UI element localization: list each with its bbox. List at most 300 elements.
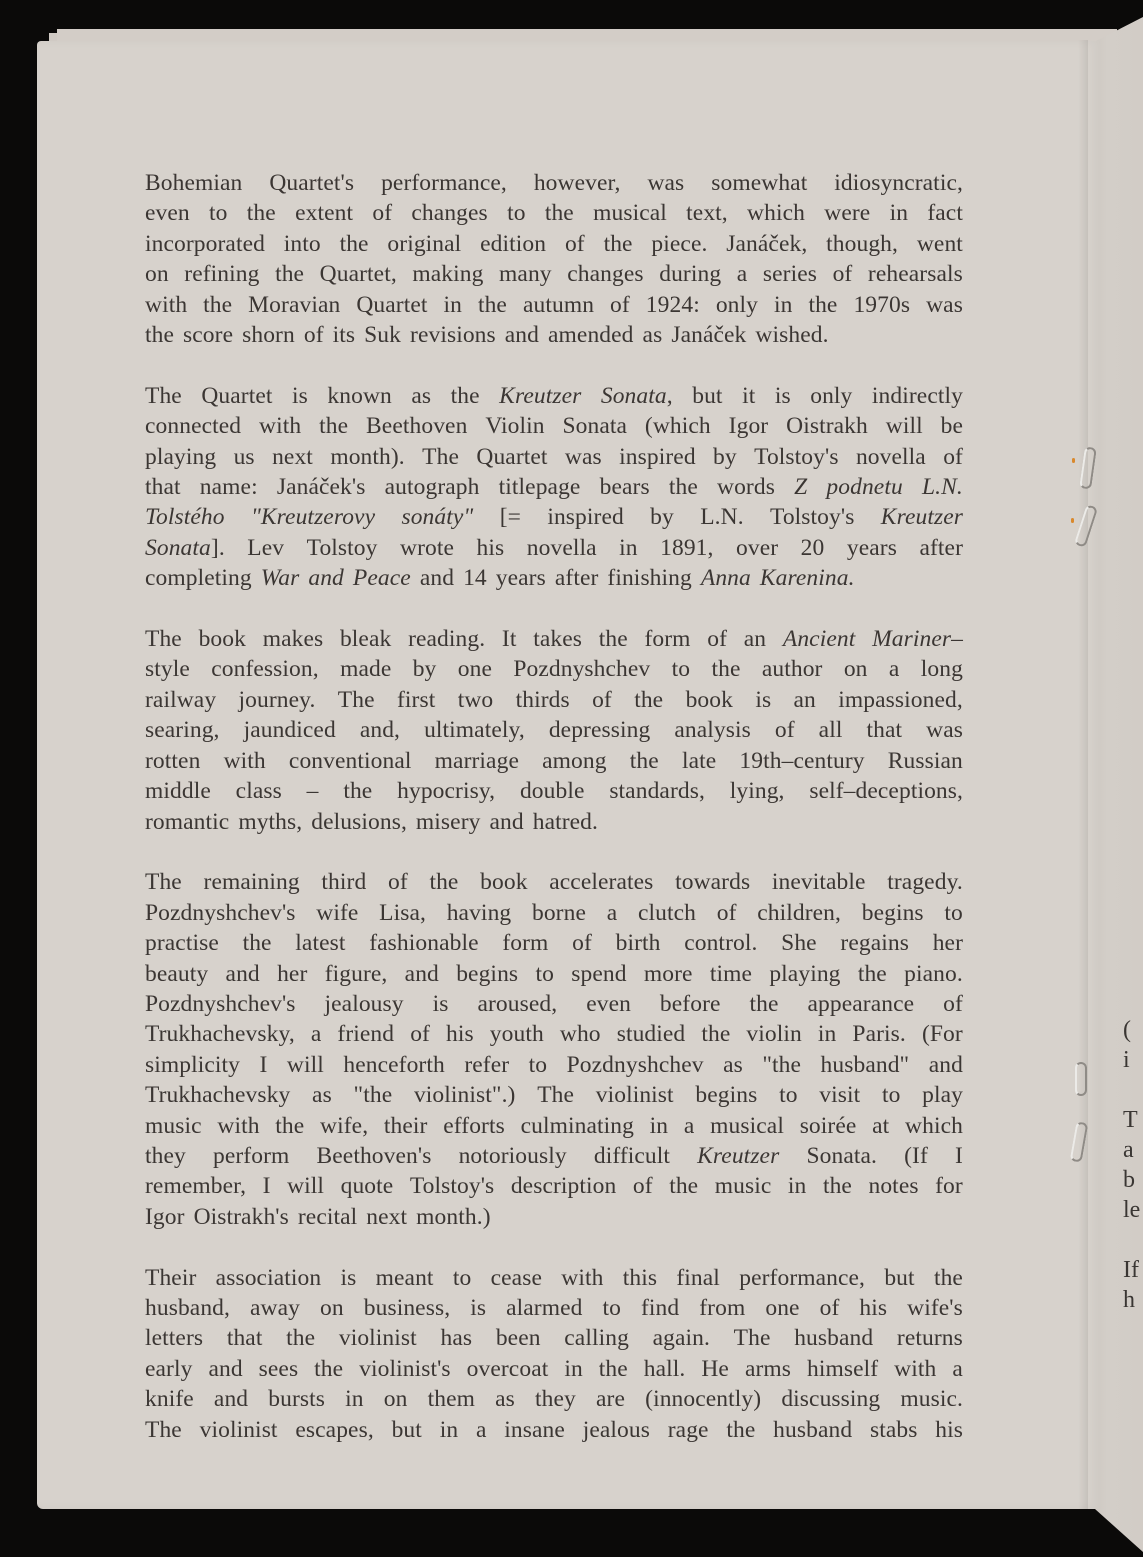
word-group [542,746,606,776]
word: hall. [643,1355,686,1382]
word: Tolstoy [306,534,378,561]
word: visit [819,1082,861,1109]
word-group [506,1293,582,1323]
word-group [259,411,301,441]
word-group [532,898,586,928]
word-group [545,198,574,228]
text-line [145,1171,963,1201]
word: The [337,686,375,713]
word: autumn [522,291,595,318]
word: the [808,291,838,318]
word: Igor [145,1203,185,1230]
word-group [866,715,902,745]
word: on [383,1386,408,1413]
word-group [244,715,336,745]
word-group [933,928,963,958]
word: autograph [384,474,480,501]
word-group [853,290,910,320]
word: novella [855,443,926,470]
word: Sonata [145,534,211,561]
word-group [737,259,748,289]
word: years [846,534,897,561]
word: idiosyncratic, [834,170,963,196]
word-group [944,898,962,928]
word-group [502,624,517,654]
word-group [826,229,898,259]
word: difficult [593,1142,671,1169]
word: with [145,291,188,318]
word: it [742,382,756,409]
word-group [292,381,308,411]
word-group [926,715,963,745]
word: of [387,869,408,896]
word-group [716,290,758,320]
word: Tolstoy's [770,504,855,531]
word: I [259,1051,268,1078]
word: and [928,1051,963,1078]
word-group [511,1171,617,1201]
word: makes [262,626,324,653]
word: finishing [607,565,692,592]
word-group [360,715,400,745]
word: is [292,382,308,409]
word-group [669,472,698,502]
word: the [603,230,633,257]
word: the [275,261,305,288]
text-line [145,989,963,1019]
word: performance, [739,1264,866,1291]
word: was [647,170,685,196]
word-group [372,198,392,228]
word: The [145,382,182,409]
word-group [941,411,963,441]
word: her [932,930,963,957]
word-group [838,685,963,715]
word-group [224,746,266,776]
text-line [145,533,963,563]
word: refer [464,1051,510,1078]
word-group [894,1354,936,1384]
word-group [411,198,487,228]
facing-page-fragment: T [1123,1107,1138,1133]
word: Beethoven [366,413,468,440]
word-group [935,1415,963,1445]
word: of [832,261,853,288]
word: having [446,899,512,926]
word: spend [571,960,627,987]
word: recital [297,1203,358,1230]
word: with [217,1112,260,1139]
word: all [818,717,843,744]
word-group [549,867,653,897]
word-group [268,1384,325,1414]
word: of [572,930,592,957]
word-group [886,411,923,441]
word-group [387,229,461,259]
word-group [676,1263,720,1293]
word: after [554,565,599,592]
word-group [534,168,621,198]
word: wife [316,899,359,926]
word-group [284,229,321,259]
word: of [564,230,585,257]
word-group [145,746,200,776]
word: beauty [145,960,209,987]
word: Karenina. [759,565,855,592]
word-group [671,320,746,350]
word: Tolstoy's [754,443,839,470]
word-group [904,959,963,989]
word-group [480,867,527,897]
word: inspired [547,504,624,531]
word: completing [145,565,252,592]
word: stabs [869,1416,918,1443]
word-group [275,1111,304,1141]
word: years [495,565,546,592]
text-line [145,928,963,958]
word: association [215,1264,322,1291]
word: is [755,686,772,713]
word: aroused, [477,990,558,1017]
word: on [145,261,169,288]
word: extent [295,200,354,227]
word: music [714,1173,772,1200]
word-group [145,168,242,198]
word-group [645,411,711,441]
word-group [248,290,340,320]
word-group [433,989,449,1019]
word-group [616,928,661,958]
word-group [366,1202,407,1232]
word-group [307,533,378,563]
word-group [204,867,300,897]
word-group [490,1019,544,1049]
word-group [882,1080,900,1110]
word: went [916,230,963,257]
text-line [145,624,963,654]
word-group [416,1202,490,1232]
word-group [320,1111,368,1141]
word: but [391,1416,422,1443]
word: of [610,291,630,318]
text-line [145,442,963,472]
word: borne [531,899,586,926]
word: delusions, [311,808,407,835]
word: hypocrisy, [397,778,496,805]
word: youth [489,1021,544,1048]
word: soirée [799,1112,857,1139]
word: inspired [619,443,696,470]
word: the [314,1355,344,1382]
word: Kreutzer [697,1142,780,1169]
word: violin [746,1021,802,1048]
word-group [145,959,208,989]
word-group [561,1263,603,1293]
word-group [888,746,963,776]
word: and [489,808,524,835]
word: the [246,200,276,227]
word: ultimately, [424,717,525,744]
word-group [834,168,963,198]
word: playing [769,960,841,987]
word-group [470,1293,486,1323]
text-line [145,259,963,289]
word-group [594,1141,670,1171]
word: romantic [145,808,230,835]
word-group [750,989,779,1019]
word-group [184,259,259,289]
word: towards [675,869,751,896]
word-group [345,1384,363,1414]
word-group [623,1263,657,1293]
word: letters [145,1325,204,1352]
word-group [697,1141,779,1171]
rust-mark [1072,458,1075,463]
word: with [223,747,266,774]
text-line [145,1354,963,1384]
word: discussing [781,1386,881,1413]
word-group [316,1141,431,1171]
word-group [443,290,461,320]
text-line [145,320,963,350]
word-group [500,502,521,532]
word: his [446,1021,474,1048]
word-group [410,1171,494,1201]
word-group [194,1202,289,1232]
word: begins [861,899,924,926]
word: time [709,960,753,987]
word: as [312,1082,332,1109]
word-group [495,1384,515,1414]
word: by [713,443,737,470]
word-group [692,381,722,411]
word-group [535,1384,576,1414]
word-group [762,1050,801,1080]
word: made [340,656,392,683]
word-group [384,1384,408,1414]
word-group [145,624,182,654]
word: are [596,1386,626,1413]
word-group [499,259,552,289]
word-group [707,624,727,654]
word-group [736,533,778,563]
word-group [356,290,427,320]
word: of [774,717,795,744]
text-line [145,959,963,989]
word: more [643,960,693,987]
word: marriage [434,747,519,774]
word: regains [840,930,909,957]
word: by [650,504,674,531]
word: and [404,960,439,987]
word: book [685,686,733,713]
text-line [145,1111,963,1141]
word: on [843,656,868,683]
word: podnetu [826,474,903,501]
word-group [319,411,348,441]
word-group [820,1293,840,1323]
word-group [456,959,518,989]
word-group [669,1171,698,1201]
word-group [927,198,963,228]
word: one [765,1294,800,1321]
word-group [819,1080,860,1110]
word-group [651,229,707,259]
word-group [887,867,963,897]
word-group [234,442,255,472]
word-group [263,624,324,654]
word-group [734,1323,771,1353]
word: one [457,656,492,683]
word-group [745,1354,791,1384]
word-group [772,867,866,897]
word: Quartet [201,382,273,409]
word-group [723,1050,743,1080]
word: known [327,382,392,409]
word: has [440,1325,473,1352]
word: Moravian [248,291,341,318]
word: her [277,960,308,987]
word: and [504,322,540,349]
word-group [852,1019,905,1049]
word-group [502,928,548,958]
word: husband, [145,1294,231,1321]
word-group [583,1415,650,1445]
word: railway [145,686,217,713]
word-group [200,472,258,502]
paragraph [145,624,963,837]
word-group [638,898,696,928]
word: a [952,1355,963,1382]
word: the [450,382,480,409]
word-group [289,746,412,776]
word-group [922,1080,963,1110]
word: ]. [210,534,225,561]
word-group [411,381,431,411]
word-group [145,776,211,806]
word: of [943,443,963,470]
word: the [629,747,659,774]
word: at [872,1112,890,1139]
word: meant [375,1264,434,1291]
word-group [320,1293,344,1323]
word: in [787,1173,807,1200]
word: and, [359,717,401,744]
word-group [794,1323,873,1353]
word-group [145,259,169,289]
word: were [824,200,871,227]
word: the [544,200,574,227]
word-group [781,1384,880,1414]
word: to [528,1051,548,1078]
word: a [606,899,618,926]
word-group [520,776,585,806]
word-group [499,381,581,411]
word: I [262,1173,271,1200]
word-group [412,259,483,289]
word: a [310,1021,322,1048]
word: connected [145,413,242,440]
text-line [145,1080,963,1110]
word-group [609,776,705,806]
word-group [527,533,597,563]
word-group [242,320,295,350]
facing-page-fragment: i [1123,1047,1130,1073]
word-group [376,1263,434,1293]
word: fashionable [369,930,479,957]
word: only [810,382,853,409]
word-group [607,898,618,928]
word-group [783,624,855,654]
word: quote [340,1173,394,1200]
word-group [769,959,840,989]
word-group [145,290,187,320]
word-group [549,715,651,745]
word-group [201,381,272,411]
word: impassioned, [838,686,963,713]
word-group [653,1323,710,1353]
facing-page-fragment: If [1123,1257,1139,1283]
word: Bohemian [145,170,243,196]
word-group [145,807,229,837]
text-line [145,168,963,198]
word: "the [353,1082,393,1109]
word: in [439,1416,459,1443]
word: self–deceptions, [809,778,963,805]
word: misery [415,808,481,835]
word: Pozdnyshchev [513,656,651,683]
word-group [786,411,868,441]
word: in [619,534,638,561]
word-group [742,381,755,411]
word-group [710,1111,784,1141]
word: somewhat [711,170,808,196]
word-group [610,290,630,320]
word: Igor [728,413,769,440]
word: myths, [238,808,303,835]
word: efforts [443,1112,505,1139]
word-group [600,472,650,502]
word-group [320,259,397,289]
word-group [339,1323,417,1353]
word-group [199,624,246,654]
word-group [286,1323,315,1353]
word: musical [710,1112,784,1139]
word-group [819,715,843,745]
word: violinist".) [413,1082,516,1109]
word-group [145,1111,202,1141]
word-group [298,1202,357,1232]
word-group [316,898,358,928]
facing-page-fragment: b [1123,1167,1135,1193]
word-group [239,685,316,715]
word-group [674,715,751,745]
word: latest [295,930,346,957]
word: wished. [755,322,829,349]
word: is [340,1264,357,1291]
word-group [209,198,227,228]
facing-page-fragment: ( [1123,1017,1131,1043]
word: sees [258,1355,299,1382]
word-group [592,685,612,715]
text-line [145,290,963,320]
word-group [499,472,581,502]
word-group [250,1293,300,1323]
text-line [145,654,963,684]
word: bursts [268,1386,326,1413]
word-group [682,746,716,776]
word: book [480,869,528,896]
